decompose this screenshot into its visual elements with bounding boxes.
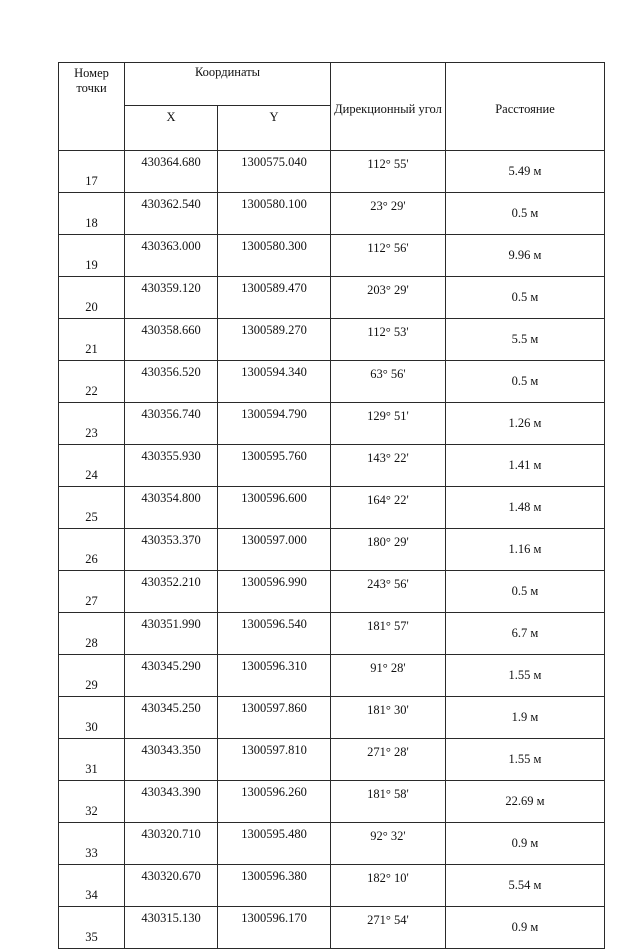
coordinates-table: [58, 62, 605, 949]
cell-direction-angle: 271° 54': [331, 907, 446, 949]
table-row: [59, 739, 605, 781]
cell-distance: 1.55 м: [446, 739, 605, 781]
cell-distance: 9.96 м: [446, 235, 605, 277]
cell-y: 1300595.760: [218, 445, 331, 487]
cell-distance: 0.5 м: [446, 361, 605, 403]
cell-point-number: 17: [59, 151, 125, 193]
cell-y: 1300596.990: [218, 571, 331, 613]
cell-y: 1300596.260: [218, 781, 331, 823]
table-row: [59, 445, 605, 487]
cell-x: 430354.800: [125, 487, 218, 529]
cell-x: 430345.250: [125, 697, 218, 739]
cell-distance: 0.9 м: [446, 823, 605, 865]
cell-y: 1300595.480: [218, 823, 331, 865]
table-row: [59, 613, 605, 655]
cell-point-number: 33: [59, 823, 125, 865]
cell-distance: 0.9 м: [446, 907, 605, 949]
cell-y: 1300597.810: [218, 739, 331, 781]
table-row: [59, 361, 605, 403]
cell-y: 1300597.860: [218, 697, 331, 739]
cell-point-number: 19: [59, 235, 125, 277]
header-direction-angle: Дирекционный угол: [331, 63, 446, 151]
table-row: [59, 277, 605, 319]
cell-distance: 0.5 м: [446, 571, 605, 613]
cell-x: 430343.350: [125, 739, 218, 781]
cell-y: 1300597.000: [218, 529, 331, 571]
cell-distance: 5.5 м: [446, 319, 605, 361]
cell-x: 430358.660: [125, 319, 218, 361]
cell-y: 1300594.340: [218, 361, 331, 403]
cell-direction-angle: 180° 29': [331, 529, 446, 571]
cell-direction-angle: 181° 58': [331, 781, 446, 823]
cell-x: 430352.210: [125, 571, 218, 613]
cell-x: 430356.520: [125, 361, 218, 403]
cell-point-number: 32: [59, 781, 125, 823]
cell-distance: 1.55 м: [446, 655, 605, 697]
cell-x: 430362.540: [125, 193, 218, 235]
cell-y: 1300596.380: [218, 865, 331, 907]
table-row: [59, 781, 605, 823]
cell-direction-angle: 203° 29': [331, 277, 446, 319]
table-row: [59, 907, 605, 949]
table-row: [59, 319, 605, 361]
cell-x: 430353.370: [125, 529, 218, 571]
table-row: [59, 487, 605, 529]
cell-x: 430359.120: [125, 277, 218, 319]
cell-y: 1300589.270: [218, 319, 331, 361]
cell-x: 430363.000: [125, 235, 218, 277]
cell-distance: 1.16 м: [446, 529, 605, 571]
cell-point-number: 30: [59, 697, 125, 739]
cell-direction-angle: 181° 30': [331, 697, 446, 739]
cell-point-number: 20: [59, 277, 125, 319]
cell-point-number: 18: [59, 193, 125, 235]
cell-direction-angle: 112° 53': [331, 319, 446, 361]
cell-x: 430320.710: [125, 823, 218, 865]
cell-point-number: 27: [59, 571, 125, 613]
cell-y: 1300575.040: [218, 151, 331, 193]
cell-point-number: 35: [59, 907, 125, 949]
cell-y: 1300580.300: [218, 235, 331, 277]
cell-distance: 1.48 м: [446, 487, 605, 529]
header-y: Y: [218, 106, 331, 151]
header-coordinates: Координаты: [125, 63, 331, 106]
cell-distance: 1.26 м: [446, 403, 605, 445]
cell-y: 1300596.170: [218, 907, 331, 949]
cell-x: 430356.740: [125, 403, 218, 445]
cell-point-number: 26: [59, 529, 125, 571]
cell-point-number: 21: [59, 319, 125, 361]
cell-x: 430320.670: [125, 865, 218, 907]
cell-direction-angle: 112° 55': [331, 151, 446, 193]
cell-direction-angle: 63° 56': [331, 361, 446, 403]
cell-direction-angle: 243° 56': [331, 571, 446, 613]
cell-point-number: 34: [59, 865, 125, 907]
cell-direction-angle: 182° 10': [331, 865, 446, 907]
table-row: [59, 235, 605, 277]
cell-point-number: 31: [59, 739, 125, 781]
cell-y: 1300596.600: [218, 487, 331, 529]
cell-direction-angle: 129° 51': [331, 403, 446, 445]
table-header: [59, 63, 605, 151]
table-row: [59, 529, 605, 571]
table-row: [59, 571, 605, 613]
cell-distance: 5.54 м: [446, 865, 605, 907]
table-row: [59, 865, 605, 907]
cell-direction-angle: 271° 28': [331, 739, 446, 781]
cell-distance: 1.41 м: [446, 445, 605, 487]
table-row: [59, 403, 605, 445]
cell-x: 430315.130: [125, 907, 218, 949]
table-row: [59, 697, 605, 739]
cell-x: 430355.930: [125, 445, 218, 487]
cell-distance: 1.9 м: [446, 697, 605, 739]
header-point-number: Номер точки: [59, 63, 125, 151]
table-row: [59, 655, 605, 697]
cell-direction-angle: 91° 28': [331, 655, 446, 697]
cell-direction-angle: 143° 22': [331, 445, 446, 487]
cell-x: 430345.290: [125, 655, 218, 697]
table-body: [59, 151, 605, 949]
header-distance: Расстояние: [446, 63, 605, 151]
cell-point-number: 23: [59, 403, 125, 445]
cell-direction-angle: 164° 22': [331, 487, 446, 529]
table-row: [59, 151, 605, 193]
cell-point-number: 28: [59, 613, 125, 655]
cell-x: 430343.390: [125, 781, 218, 823]
table-row: [59, 193, 605, 235]
cell-y: 1300596.310: [218, 655, 331, 697]
cell-point-number: 29: [59, 655, 125, 697]
cell-distance: 22.69 м: [446, 781, 605, 823]
cell-direction-angle: 181° 57': [331, 613, 446, 655]
cell-y: 1300594.790: [218, 403, 331, 445]
cell-distance: 6.7 м: [446, 613, 605, 655]
cell-y: 1300589.470: [218, 277, 331, 319]
header-x: X: [125, 106, 218, 151]
cell-distance: 0.5 м: [446, 277, 605, 319]
cell-direction-angle: 92° 32': [331, 823, 446, 865]
cell-point-number: 25: [59, 487, 125, 529]
cell-x: 430364.680: [125, 151, 218, 193]
cell-direction-angle: 112° 56': [331, 235, 446, 277]
table-row: [59, 823, 605, 865]
cell-y: 1300596.540: [218, 613, 331, 655]
cell-direction-angle: 23° 29': [331, 193, 446, 235]
cell-distance: 5.49 м: [446, 151, 605, 193]
cell-distance: 0.5 м: [446, 193, 605, 235]
cell-point-number: 24: [59, 445, 125, 487]
cell-y: 1300580.100: [218, 193, 331, 235]
cell-point-number: 22: [59, 361, 125, 403]
cell-x: 430351.990: [125, 613, 218, 655]
